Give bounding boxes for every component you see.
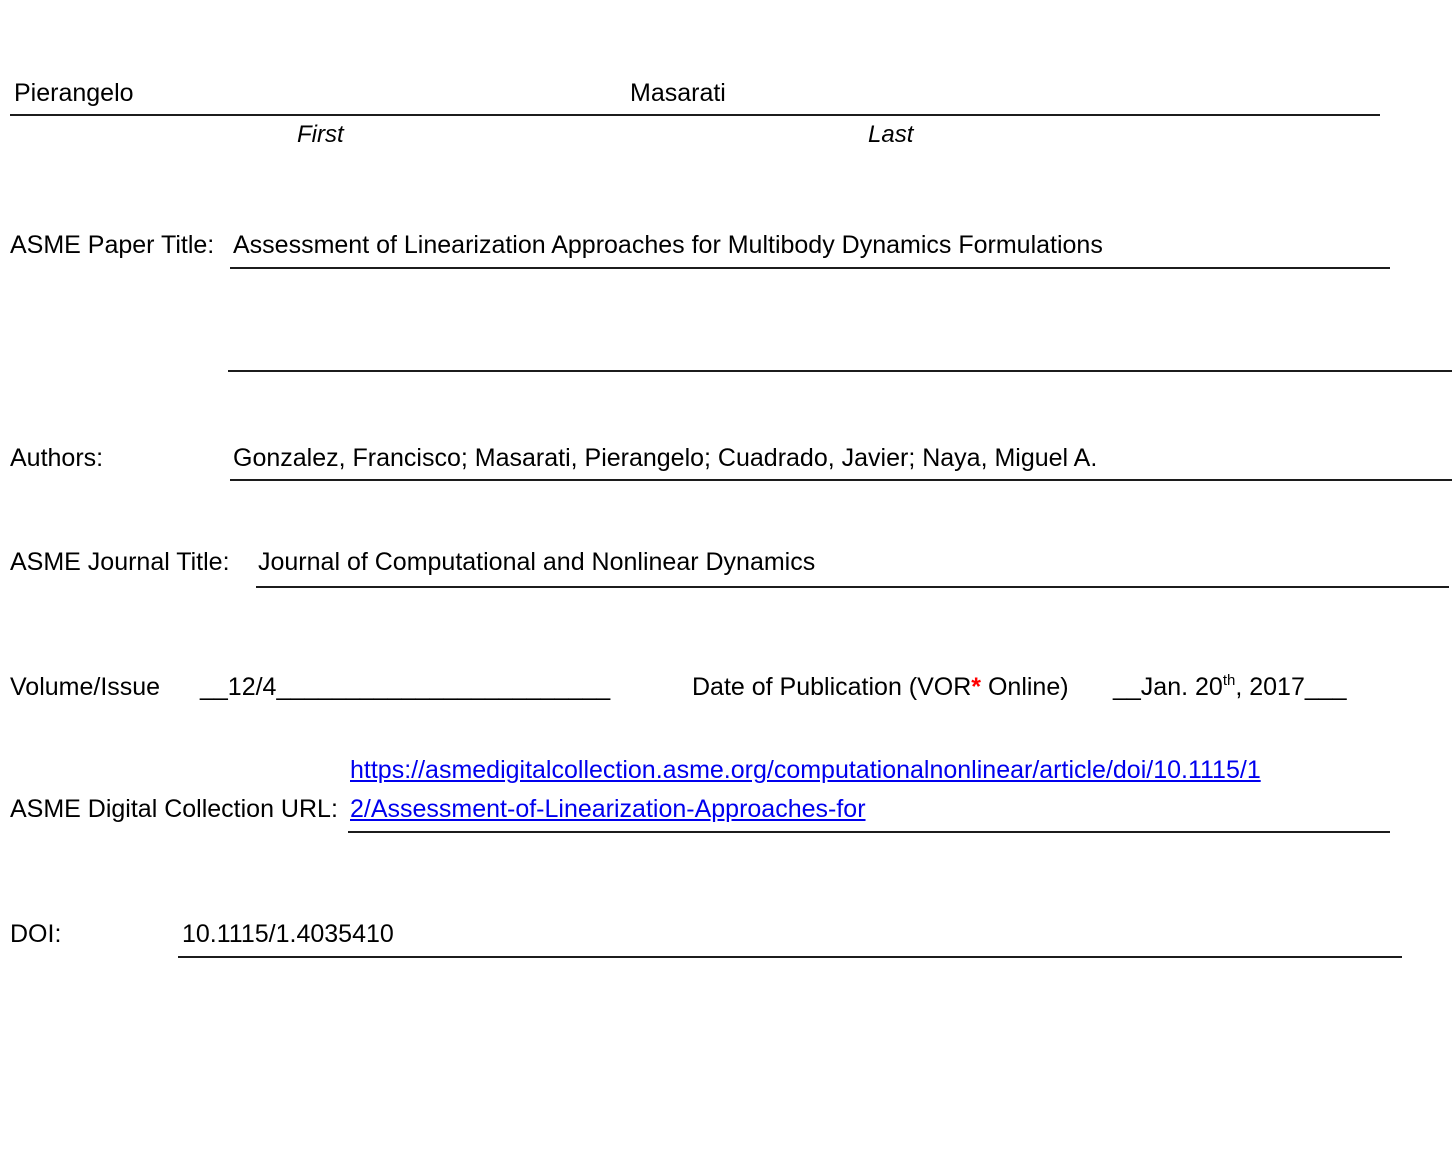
publication-date-label-suffix: Online) [981, 673, 1069, 701]
paper-title-underline [230, 267, 1390, 269]
publication-date-label-prefix: Date of Publication (VOR [692, 673, 972, 701]
journal-title-underline [256, 586, 1449, 588]
required-asterisk: * [971, 673, 982, 701]
authors-underline [230, 479, 1452, 481]
volume-issue-label: Volume/Issue [10, 673, 161, 701]
name-underline [10, 114, 1380, 116]
last-label: Last [868, 121, 914, 148]
digital-collection-url-line1[interactable]: https://asmedigitalcollection.asme.org/computationalnonlinear/article/doi/10.1115/1 [350, 756, 1261, 784]
paper-title-label: ASME Paper Title: [10, 231, 215, 259]
doi-underline [178, 956, 1402, 958]
digital-collection-url-label: ASME Digital Collection URL: [10, 795, 338, 823]
doi-value: 10.1115/1.4035410 [182, 920, 394, 948]
publication-date-label [692, 672, 1069, 702]
volume-issue-value: __12/4________________________ [200, 673, 611, 701]
journal-title-value: Journal of Computational and Nonlinear Dynamics [258, 548, 816, 576]
authors-value: Gonzalez, Francisco; Masarati, Pierangelo; Cuadrado, Javier; Naya, Miguel A. [233, 444, 1098, 472]
digital-collection-underline [348, 831, 1390, 833]
authors-label: Authors: [10, 444, 104, 472]
doi-label: DOI: [10, 920, 62, 948]
paper-title-continuation-underline [228, 370, 1452, 372]
publication-date-ordinal-superscript: th [1222, 672, 1236, 689]
paper-title-value: Assessment of Linearization Approaches for Multibody Dynamics Formulations [233, 231, 1103, 259]
name-first-value: Pierangelo [14, 79, 134, 107]
first-label: First [297, 121, 344, 148]
digital-collection-url-line2[interactable]: 2/Assessment-of-Linearization-Approaches-for [350, 795, 866, 823]
name-last-value: Masarati [630, 79, 726, 107]
publication-date-value [1113, 672, 1347, 706]
publication-date-value-suffix: , 2017___ [1235, 673, 1347, 701]
publication-date-value-prefix: __Jan. 20 [1113, 673, 1223, 701]
journal-title-label: ASME Journal Title: [10, 548, 230, 576]
